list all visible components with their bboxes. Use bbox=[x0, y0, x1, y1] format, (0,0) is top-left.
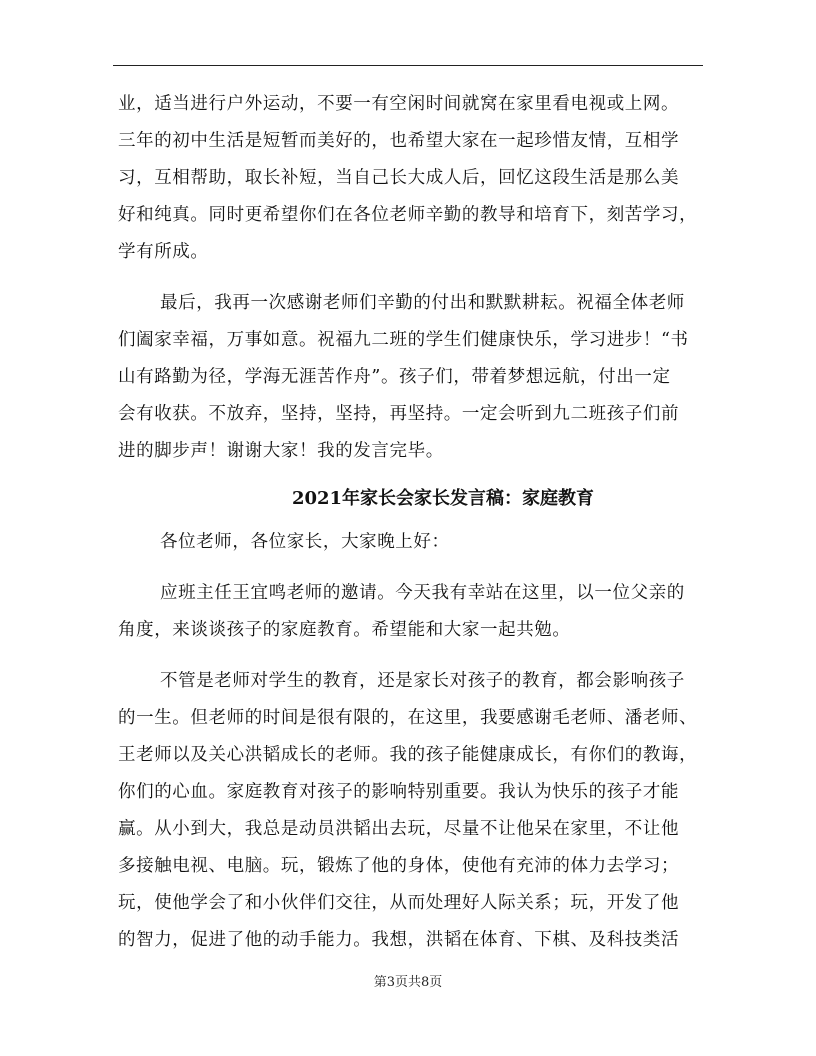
text-line: 不管是老师对学生的教育，还是家长对孩子的教育，都会影响孩子 bbox=[160, 671, 685, 691]
text-line: 王老师以及关心洪韬成长的老师。我的孩子能健康成长，有你们的教诲， bbox=[118, 745, 698, 765]
text-line: 角度，来谈谈孩子的家庭教育。希望能和大家一起共勉。 bbox=[118, 620, 571, 640]
document-body bbox=[118, 86, 708, 959]
text-line: 进的脚步声！谢谢大家！我的发言完毕。 bbox=[118, 441, 444, 461]
text-line: 多接触电视、电脑。玩，锻炼了他的身体，使他有充沛的体力去学习； bbox=[118, 856, 680, 876]
text-line: 玩，使他学会了和小伙伴们交往，从而处理好人际关系；玩，开发了他 bbox=[118, 893, 680, 913]
text-line: 的一生。但老师的时间是很有限的，在这里，我要感谢毛老师、潘老师、 bbox=[118, 708, 698, 728]
greeting: 各位老师，各位家长，大家晚上好： bbox=[160, 532, 450, 552]
text-line: 业，适当进行户外运动，不要一有空闲时间就窝在家里看电视或上网。 bbox=[118, 94, 680, 114]
text-line: 们阖家幸福，万事如意。祝福九二班的学生们健康快乐，学习进步！“书 bbox=[118, 330, 689, 350]
text-line: 习，互相帮助，取长补短，当自己长大成人后，回忆这段生活是那么美 bbox=[118, 168, 680, 188]
text-line: 会有收获。不放弃，坚持，坚持，再坚持。一定会听到九二班孩子们前 bbox=[118, 404, 680, 424]
text-line: 你们的心血。家庭教育对孩子的影响特别重要。我认为快乐的孩子才能 bbox=[118, 782, 680, 802]
text-line: 的智力，促进了他的动手能力。我想，洪韬在体育、下棋、及科技类活 bbox=[118, 930, 680, 950]
text-line: 好和纯真。同时更希望你们在各位老师辛勤的教导和培育下，刻苦学习， bbox=[118, 205, 698, 225]
text-line: 学有所成。 bbox=[118, 242, 209, 262]
section-title: 2021年家长会家长发言稿：家庭教育 bbox=[291, 488, 595, 509]
paragraph bbox=[118, 86, 708, 271]
page-number: 第3页共8页 bbox=[373, 975, 443, 990]
paragraph bbox=[118, 575, 708, 649]
text-line: 应班主任王宜鸣老师的邀请。今天我有幸站在这里，以一位父亲的 bbox=[160, 583, 685, 603]
text-line: 赢。从小到大，我总是动员洪韬出去玩，尽量不让他呆在家里，不让他 bbox=[118, 819, 680, 839]
text-line: 山有路勤为径，学海无涯苦作舟”。孩子们，带着梦想远航，付出一定 bbox=[118, 367, 671, 387]
header-rule bbox=[113, 65, 703, 66]
paragraph bbox=[118, 663, 708, 959]
text-line: 最后，我再一次感谢老师们辛勤的付出和默默耕耘。祝福全体老师 bbox=[160, 293, 685, 313]
text-line: 三年的初中生活是短暂而美好的，也希望大家在一起珍惜友情，互相学 bbox=[118, 131, 680, 151]
paragraph bbox=[118, 285, 708, 470]
